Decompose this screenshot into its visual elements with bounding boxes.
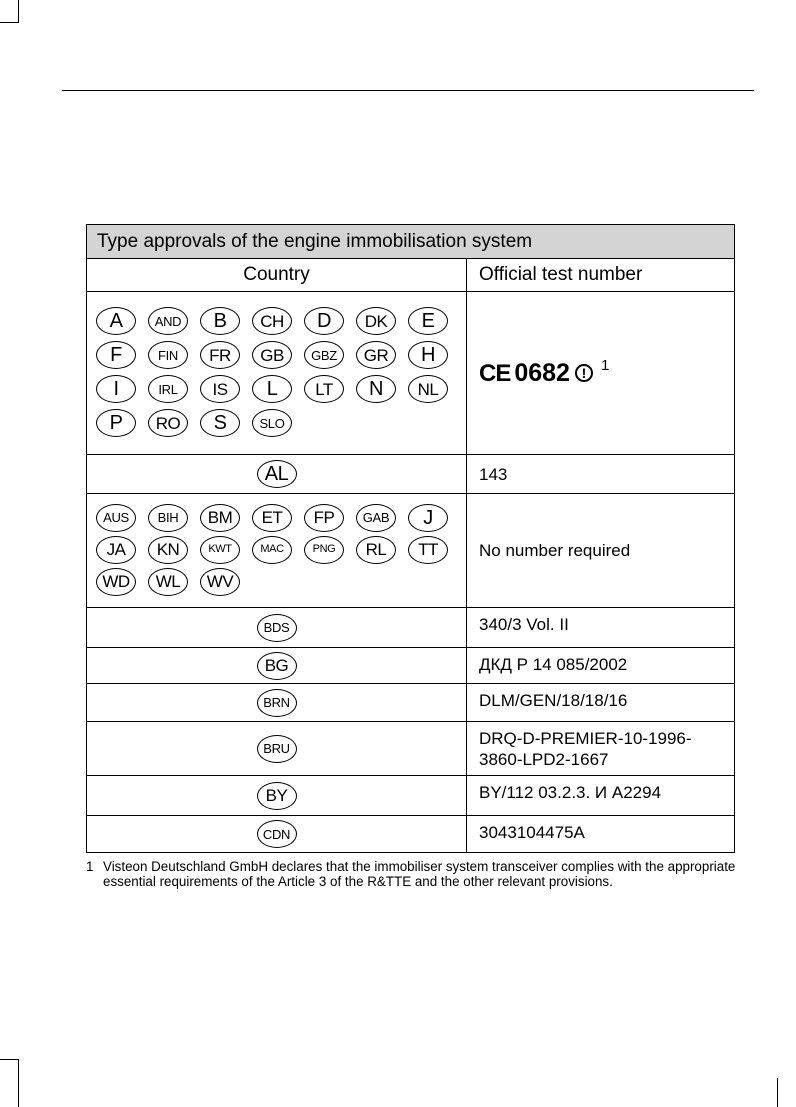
country-badge: FP (304, 504, 344, 532)
country-badge: MAC (252, 536, 292, 564)
ce-approval-mark (479, 356, 734, 387)
country-badge: PNG (304, 536, 344, 564)
table-row (87, 494, 735, 608)
test-number-cell: 340/3 Vol. II (467, 608, 735, 648)
country-badge: H (408, 341, 448, 369)
crop-mark-top-left-v (18, 0, 19, 22)
country-badge: GAB (356, 504, 396, 532)
test-number-cell: BY/112 03.2.3. И А2294 (467, 776, 735, 816)
country-badge: AL (257, 460, 297, 488)
country-badge: RL (356, 536, 396, 564)
country-badge: BIH (148, 504, 188, 532)
country-cell (87, 292, 467, 455)
country-badge: WL (148, 568, 188, 596)
country-badge: F (96, 341, 136, 369)
table-row (87, 292, 735, 455)
footnote-reference: 1 (600, 356, 610, 374)
test-number-line: DRQ-D-PREMIER-10-1996- (479, 729, 692, 748)
ce-logo: CE (479, 359, 511, 387)
country-badge: E (408, 307, 448, 335)
country-badge: A (96, 307, 136, 335)
country-badge: GB (252, 341, 292, 369)
country-badge: P (96, 409, 136, 437)
country-badge: SLO (252, 409, 292, 437)
country-badge: S (200, 409, 240, 437)
notified-body-number: 0682 (514, 358, 570, 387)
country-cell (87, 648, 467, 684)
country-badge: I (96, 375, 136, 403)
country-badge: NL (408, 375, 448, 403)
country-badge: DK (356, 307, 396, 335)
test-number-cell: ДКД Р 14 085/2002 (467, 648, 735, 684)
footnote-text: Visteon Deutschland GmbH declares that the immobiliser system transceiver complies with the appropriate essential requirements of the Article 3 of the R&TTE and the other relevant provisions. (103, 859, 736, 889)
country-badge: KN (148, 536, 188, 564)
country-cell (87, 816, 467, 853)
test-number-cell (467, 292, 735, 455)
table-row (87, 608, 735, 648)
type-approvals-table (86, 224, 735, 853)
test-number-cell (467, 722, 735, 776)
country-badge: BDS (257, 614, 297, 642)
column-header-official-test-number: Official test number (467, 259, 735, 292)
table-row (87, 455, 735, 494)
test-number-cell: DLM/GEN/18/18/16 (467, 684, 735, 722)
country-badge: ET (252, 504, 292, 532)
crop-mark-bottom-left-h (0, 1059, 19, 1060)
country-cell (87, 684, 467, 722)
table-row (87, 722, 735, 776)
country-cell (87, 608, 467, 648)
country-badge: IRL (148, 375, 188, 403)
country-cell (87, 494, 467, 608)
test-number-cell: No number required (467, 494, 735, 608)
country-badge: LT (304, 375, 344, 403)
country-badge: GBZ (304, 341, 344, 369)
country-badge: AUS (96, 504, 136, 532)
country-badge: IS (200, 375, 240, 403)
table-row (87, 684, 735, 722)
country-badge: N (356, 375, 396, 403)
country-badge: KWT (200, 536, 240, 564)
country-badge: BRU (257, 735, 297, 763)
country-badge: BRN (257, 689, 297, 717)
country-badge: FIN (148, 341, 188, 369)
crop-mark-bottom-right-v (777, 1078, 778, 1107)
crop-mark-top-left-h (0, 22, 19, 23)
country-badge: L (252, 375, 292, 403)
country-badge: BY (257, 782, 297, 810)
country-badge: BM (200, 504, 240, 532)
table-title: Type approvals of the engine immobilisation system (87, 225, 735, 259)
country-badge-grid (96, 504, 458, 596)
country-badge: FR (200, 341, 240, 369)
country-badge: GR (356, 341, 396, 369)
table-row (87, 648, 735, 684)
country-badge: RO (148, 409, 188, 437)
country-badge: J (408, 504, 448, 532)
country-badge: WD (96, 568, 136, 596)
country-badge: AND (148, 307, 188, 335)
table-row (87, 816, 735, 853)
country-badge: B (200, 307, 240, 335)
test-number-line: 3860-LPD2-1667 (479, 750, 609, 769)
column-header-country: Country (87, 259, 467, 292)
country-cell (87, 776, 467, 816)
test-number-cell: 143 (467, 455, 735, 494)
crop-mark-bottom-left-v (18, 1059, 19, 1107)
country-badge: CH (252, 307, 292, 335)
country-cell (87, 722, 467, 776)
footnote (86, 859, 746, 889)
country-badge: D (304, 307, 344, 335)
country-badge-grid (96, 307, 458, 437)
country-cell (87, 455, 467, 494)
country-badge: TT (408, 536, 448, 564)
test-number-cell: 3043104475A (467, 816, 735, 853)
country-badge: WV (200, 568, 240, 596)
table-row (87, 776, 735, 816)
header-rule (62, 90, 754, 91)
country-badge: CDN (257, 820, 297, 848)
alert-circle-icon: ! (575, 364, 593, 382)
country-badge: BG (257, 652, 297, 680)
country-badge: JA (96, 536, 136, 564)
footnote-number: 1 (86, 859, 94, 874)
